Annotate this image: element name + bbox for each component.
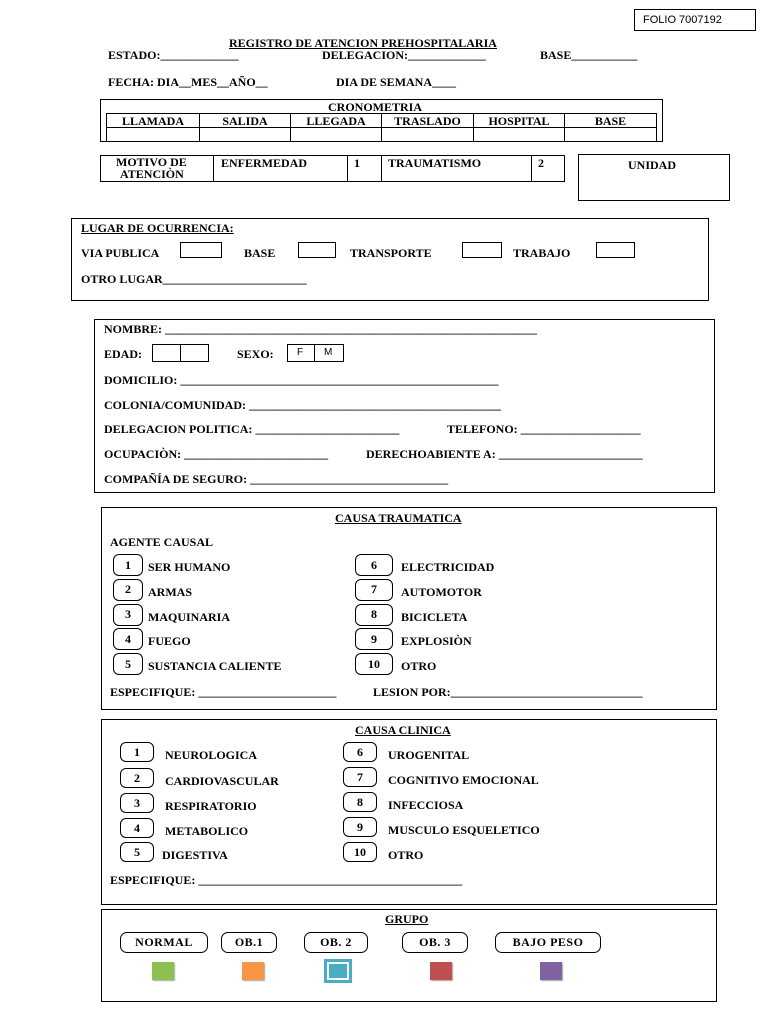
base-label: BASE [244,246,276,260]
option-label: ELECTRICIDAD [401,560,495,574]
option-number: 3 [125,607,131,622]
option-number: 4 [134,820,140,835]
via-publica-checkbox[interactable] [180,242,222,258]
crono-col-label: SALIDA [222,114,268,128]
grupo-color-swatch[interactable] [242,962,264,980]
option-label: OTRO [401,659,437,674]
edad-label: EDAD: [104,347,142,361]
option-number-box[interactable] [113,604,143,626]
sexo-f-box[interactable] [287,344,315,362]
option-number-box[interactable] [343,792,377,812]
crono-col-0[interactable] [106,113,200,128]
grupo-option-button[interactable] [120,932,208,953]
option-number: 1 [134,744,140,759]
option-number-box[interactable] [343,842,377,862]
crono-value-cell[interactable] [564,127,657,142]
telefono-field[interactable]: TELEFONO: ____________________ [447,422,641,436]
ocupacion-field[interactable]: OCUPACIÒN: ________________________ [104,447,329,461]
crono-col-label: BASE [594,114,627,128]
option-label: DIGESTIVA [162,848,228,862]
crono-value-cell[interactable] [199,127,291,142]
sexo-label: SEXO: [237,347,274,361]
option-label: AUTOMOTOR [401,584,482,599]
crono-value-cell[interactable] [290,127,382,142]
option-label: CARDIOVASCULAR [165,774,279,788]
grupo-color-swatch[interactable] [430,962,452,980]
causa-traumatica-title: CAUSA TRAUMATICA [335,511,462,525]
delegacion-field[interactable]: DELEGACION:_____________ [322,48,487,62]
option-number-box[interactable] [120,842,154,862]
crono-col-5[interactable] [564,113,657,128]
edad-box[interactable] [152,344,209,362]
enfermedad-num: 1 [354,156,360,170]
option-number-box[interactable] [113,579,143,601]
option-number-box[interactable] [355,604,393,626]
otro-lugar-field[interactable]: OTRO LUGAR________________________ [81,272,307,286]
option-label: NEUROLOGICA [165,748,258,762]
grupo-option-label: OB. 2 [320,935,352,949]
grupo-option-label: NORMAL [135,935,193,949]
folio-box [634,9,756,31]
option-label: MUSCULO ESQUELETICO [388,823,540,837]
option-number: 1 [125,557,131,572]
cronometria-title: CRONOMETRIA [328,100,423,114]
option-label: SUSTANCIA CALIENTE [148,659,282,674]
clinica-especifique-field[interactable]: ESPECIFIQUE: ____________________________________________ [110,873,463,887]
edad-divider [180,345,181,361]
option-label: INFECCIOSA [388,798,464,812]
crono-col-1[interactable] [199,113,291,128]
option-number-box[interactable] [355,653,393,675]
crono-col-4[interactable] [473,113,565,128]
option-number-box[interactable] [355,579,393,601]
option-number-box[interactable] [343,742,377,762]
lesion-por-field[interactable]: LESION POR:________________________________ [373,685,643,699]
trabajo-label: TRABAJO [513,246,571,260]
option-label: COGNITIVO EMOCIONAL [388,773,539,787]
option-label: OTRO [388,848,424,862]
trauma-especifique-field[interactable]: ESPECIFIQUE: _______________________ [110,685,337,699]
option-label: SER HUMANO [148,560,231,574]
enfermedad-num-cell[interactable] [347,155,382,182]
option-number: 7 [357,769,363,784]
traumatismo-num: 2 [538,156,544,170]
option-number: 5 [125,656,131,671]
option-number: 6 [357,744,363,759]
crono-col-label: LLEGADA [306,114,366,128]
option-number-box[interactable] [120,742,154,762]
option-number: 6 [371,557,377,572]
grupo-title: GRUPO [385,912,429,926]
traumatismo-label: TRAUMATISMO [388,156,482,170]
option-label: MAQUINARIA [148,609,230,624]
transporte-label: TRANSPORTE [350,246,432,260]
lugar-title: LUGAR DE OCURRENCIA: [81,221,234,235]
form-title: REGISTRO DE ATENCION PREHOSPITALARIA [229,36,497,50]
seguro-field[interactable]: COMPAÑÍA DE SEGURO: _________________________________ [104,472,449,486]
grupo-option-button[interactable] [495,932,601,953]
unidad-box[interactable] [578,154,730,201]
grupo-option-button[interactable] [402,932,468,953]
option-number: 9 [357,819,363,834]
base-checkbox[interactable] [298,242,336,258]
estado-field[interactable]: ESTADO:_____________ [108,48,239,62]
nombre-field[interactable]: NOMBRE: ______________________________________________________________ [104,322,537,336]
option-number-box[interactable] [113,628,143,650]
trabajo-checkbox[interactable] [596,242,635,258]
transporte-checkbox[interactable] [462,242,502,258]
causa-clinica-title: CAUSA CLINICA [355,723,451,737]
grupo-option-button[interactable] [221,932,277,953]
grupo-option-label: OB. 3 [419,935,451,949]
dia-semana-field[interactable]: DIA DE SEMANA____ [336,75,457,89]
via-publica-label: VIA PUBLICA [81,246,160,260]
crono-col-label: HOSPITAL [488,114,550,128]
option-number: 4 [125,631,131,646]
motivo-label-cell [100,155,214,182]
option-label: RESPIRATORIO [165,799,257,813]
option-number: 2 [125,582,131,597]
traumatismo-cell[interactable] [381,155,532,182]
base-field[interactable]: BASE___________ [540,48,638,62]
grupo-option-button[interactable] [304,932,368,953]
option-number-box[interactable] [120,818,154,838]
option-number: 10 [354,844,366,859]
option-number: 5 [134,844,140,859]
sexo-m-box[interactable] [314,344,344,362]
option-number-box[interactable] [343,767,377,787]
option-number-box[interactable] [120,768,154,788]
option-number-box[interactable] [113,554,143,576]
crono-value-cell[interactable] [381,127,474,142]
grupo-color-swatch[interactable] [540,962,562,980]
crono-value-cell[interactable] [106,127,200,142]
option-number: 2 [134,770,140,785]
grupo-color-swatch[interactable] [324,959,352,983]
option-label: FUEGO [148,634,191,649]
folio-number: FOLIO 7007192 [643,14,722,26]
option-label: EXPLOSIÒN [401,634,472,649]
option-number: 10 [368,656,380,671]
option-label: METABOLICO [165,824,249,838]
domicilio-field[interactable]: DOMICILIO: _____________________________________________________ [104,373,499,387]
option-number: 3 [134,795,140,810]
enfermedad-label: ENFERMEDAD [221,156,307,170]
sexo-m-label: M [324,347,333,358]
option-number-box[interactable] [113,653,143,675]
option-number: 7 [371,582,377,597]
unidad-label: UNIDAD [628,158,676,172]
delegacion-politica-field[interactable]: DELEGACION POLITICA: ________________________ [104,422,400,436]
option-label: BICICLETA [401,609,468,624]
motivo-label-line1: MOTIVO DE [116,155,187,169]
derechohabiente-field[interactable]: DERECHOABIENTE A: ________________________ [366,447,643,461]
sexo-f-label: F [297,347,304,358]
grupo-option-label: BAJO PESO [512,935,584,949]
colonia-field[interactable]: COLONIA/COMUNIDAD: __________________________________________ [104,398,501,412]
option-number: 8 [357,794,363,809]
crono-value-cell[interactable] [473,127,565,142]
agente-causal-label: AGENTE CAUSAL [110,535,214,549]
option-label: UROGENITAL [388,748,470,762]
traumatismo-num-cell[interactable] [531,155,565,182]
option-number-box[interactable] [343,817,377,837]
option-number-box[interactable] [120,793,154,813]
option-label: ARMAS [148,584,192,599]
crono-col-3[interactable] [381,113,474,128]
option-number-box[interactable] [355,554,393,576]
grupo-color-swatch[interactable] [152,962,174,980]
crono-col-label: LLAMADA [122,114,184,128]
crono-col-2[interactable] [290,113,382,128]
grupo-option-label: OB.1 [234,935,264,949]
motivo-label-line2: ATENCIÒN [120,167,184,181]
enfermedad-cell[interactable] [213,155,348,182]
fecha-field[interactable]: FECHA: DIA__MES__AÑO__ [108,75,268,89]
crono-col-label: TRASLADO [394,114,461,128]
option-number: 9 [371,631,377,646]
option-number: 8 [371,607,377,622]
option-number-box[interactable] [355,628,393,650]
